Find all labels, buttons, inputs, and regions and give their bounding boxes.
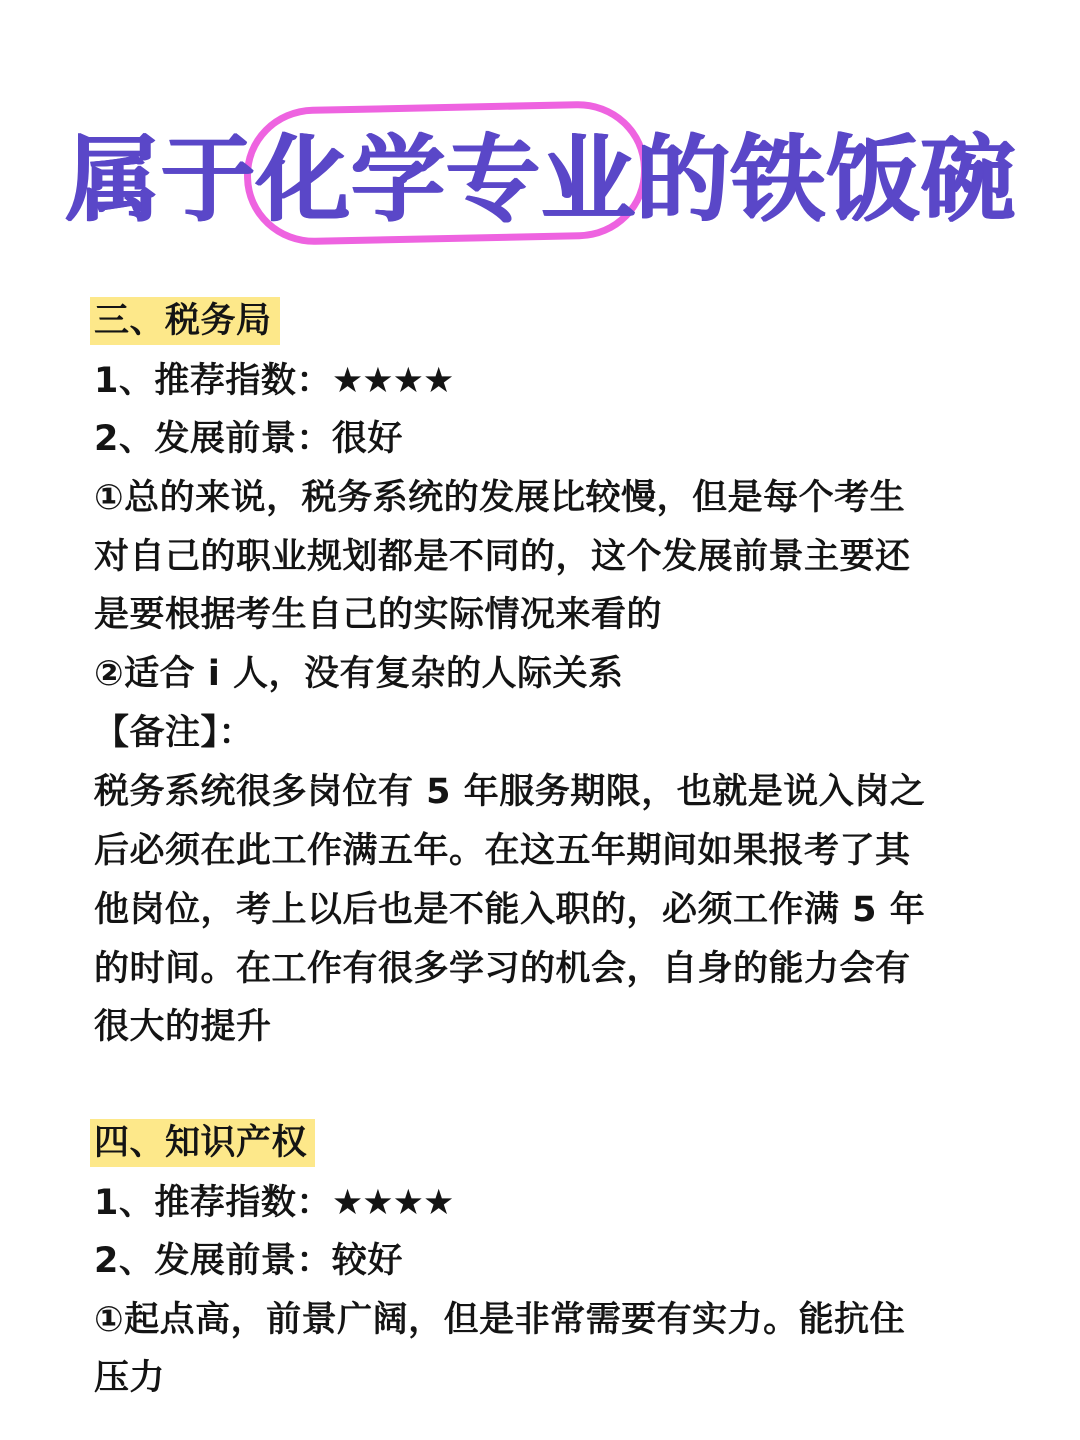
section3-line-9: 的时间。在工作有很多学习的机会，自身的能力会有 <box>94 949 911 989</box>
section3-rating-label: 1、推荐指数： <box>94 361 332 401</box>
title-part-highlight: 化学专业 <box>256 126 637 235</box>
section4-prospect <box>94 1238 403 1284</box>
title-part-before: 属于 <box>66 126 257 235</box>
section3-line-3: 是要根据考生自己的实际情况来看的 <box>94 595 663 635</box>
section4-rating <box>94 1180 453 1226</box>
section3-prospect-label: 2、发展前景： <box>94 419 332 459</box>
section3-heading: 三、税务局 <box>90 297 280 345</box>
section4-heading: 四、知识产权 <box>90 1119 315 1167</box>
section3-rating-stars: ★★★★ <box>331 361 454 401</box>
section4-prospect-label: 2、发展前景： <box>94 1241 332 1281</box>
section3-line-8: 他岗位，考上以后也是不能入职的，必须工作满 5 年 <box>94 890 926 930</box>
section3-prospect <box>94 416 403 462</box>
section3-line-6: 税务系统很多岗位有 5 年服务期限，也就是说入岗之 <box>94 772 926 812</box>
section4-line-1: ①起点高，前景广阔，但是非常需要有实力。能抗住 <box>94 1300 906 1340</box>
section4-rating-label: 1、推荐指数： <box>94 1183 332 1223</box>
title-block <box>0 112 1080 252</box>
section3-line-7: 后必须在此工作满五年。在这五年期间如果报考了其 <box>94 831 911 871</box>
section3-line-4: ②适合 i 人，没有复杂的人际关系 <box>94 654 624 694</box>
section3-prospect-value: 很好 <box>331 419 403 459</box>
title-part-after: 的铁饭碗 <box>636 126 1017 235</box>
page-title <box>66 126 1026 236</box>
section3-heading-row <box>94 298 280 344</box>
section4-heading-row <box>94 1120 315 1166</box>
section3-line-1: ①总的来说，税务系统的发展比较慢，但是每个考生 <box>94 478 906 518</box>
section4-prospect-value: 较好 <box>331 1241 403 1281</box>
section3-note-label: 【备注】： <box>94 713 255 753</box>
section4-rating-stars: ★★★★ <box>331 1183 454 1223</box>
section3-rating <box>94 358 453 404</box>
section4-line-2: 压力 <box>94 1358 166 1398</box>
section3-line-2: 对自己的职业规划都是不同的，这个发展前景主要还 <box>94 537 911 577</box>
section3-line-10: 很大的提升 <box>94 1007 272 1047</box>
